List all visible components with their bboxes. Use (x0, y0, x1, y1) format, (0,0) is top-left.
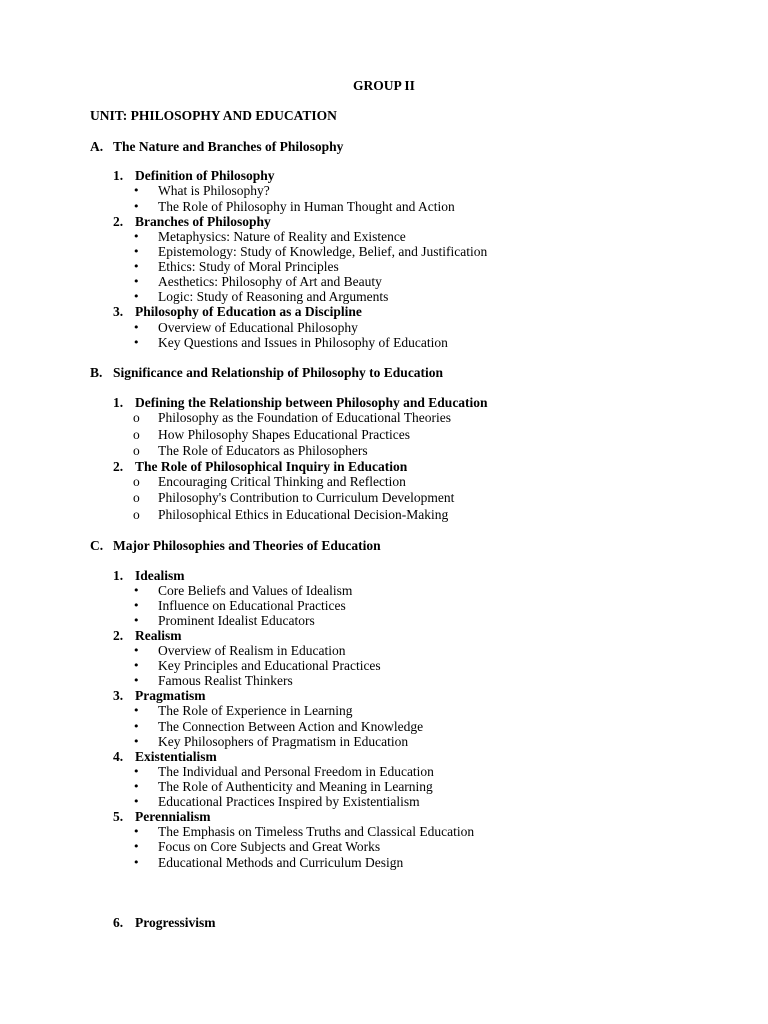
bullet-icon: • (133, 245, 140, 258)
bullet-icon: • (133, 290, 140, 303)
topic-label: Existentialism (135, 749, 217, 764)
bullet-icon: • (133, 200, 140, 213)
list-item: The Role of Educators as Philosophers (158, 443, 368, 458)
section-heading: Major Philosophies and Theories of Education (113, 538, 381, 553)
section-letter: B. (90, 365, 103, 380)
circle-bullet-icon: o (133, 443, 140, 458)
list-item: Overview of Educational Philosophy (158, 320, 358, 335)
list-item: The Emphasis on Timeless Truths and Classical Education (158, 824, 475, 839)
list-item: Famous Realist Thinkers (158, 673, 293, 688)
list-item: Logic: Study of Reasoning and Arguments (158, 289, 389, 304)
topic-number: 2. (113, 459, 124, 474)
topic-label: Realism (135, 628, 182, 643)
bullet-icon: • (133, 780, 140, 793)
list-item: Encouraging Critical Thinking and Reflection (158, 474, 406, 489)
list-item: Prominent Idealist Educators (158, 613, 315, 628)
circle-bullet-icon: o (133, 427, 140, 442)
bullet-icon: • (133, 230, 140, 243)
list-item: The Individual and Personal Freedom in Education (158, 764, 434, 779)
list-item: Overview of Realism in Education (158, 643, 346, 658)
topic-number: 6. (113, 915, 124, 930)
bullet-icon: • (133, 275, 140, 288)
topic-label: Branches of Philosophy (135, 214, 271, 229)
bullet-icon: • (133, 659, 140, 672)
topic-number: 3. (113, 304, 124, 319)
list-item: Philosophy as the Foundation of Educational Theories (158, 410, 451, 425)
list-item: The Role of Philosophy in Human Thought and Action (158, 199, 455, 214)
list-item: The Connection Between Action and Knowledge (158, 719, 424, 734)
bullet-icon: • (133, 825, 140, 838)
unit-heading: UNIT: PHILOSOPHY AND EDUCATION (90, 108, 337, 123)
list-item: Philosophical Ethics in Educational Decision-Making (158, 507, 449, 522)
topic-number: 1. (113, 168, 124, 183)
topic-number: 2. (113, 214, 124, 229)
topic-label: Idealism (135, 568, 185, 583)
list-item: What is Philosophy? (158, 183, 270, 198)
list-item: Focus on Core Subjects and Great Works (158, 839, 381, 854)
topic-label: The Role of Philosophical Inquiry in Education (135, 459, 408, 474)
topic-number: 4. (113, 749, 124, 764)
bullet-icon: • (133, 735, 140, 748)
page-title: GROUP II (353, 78, 415, 93)
bullet-icon: • (133, 336, 140, 349)
bullet-icon: • (133, 674, 140, 687)
section-heading: The Nature and Branches of Philosophy (113, 139, 344, 154)
topic-label: Definition of Philosophy (135, 168, 275, 183)
bullet-icon: • (133, 840, 140, 853)
circle-bullet-icon: o (133, 507, 140, 522)
list-item: Key Philosophers of Pragmatism in Education (158, 734, 409, 749)
bullet-icon: • (133, 856, 140, 869)
section-letter: C. (90, 538, 104, 553)
bullet-icon: • (133, 599, 140, 612)
list-item: Educational Methods and Curriculum Design (158, 855, 404, 870)
topic-number: 1. (113, 395, 124, 410)
list-item: Aesthetics: Philosophy of Art and Beauty (158, 274, 382, 289)
circle-bullet-icon: o (133, 474, 140, 489)
list-item: Educational Practices Inspired by Existentialism (158, 794, 420, 809)
bullet-icon: • (133, 795, 140, 808)
topic-label: Pragmatism (135, 688, 206, 703)
topic-number: 3. (113, 688, 124, 703)
list-item: The Role of Authenticity and Meaning in Learning (158, 779, 433, 794)
section-heading: Significance and Relationship of Philosophy to Education (113, 365, 444, 380)
section-letter: A. (90, 139, 104, 154)
list-item: Core Beliefs and Values of Idealism (158, 583, 353, 598)
list-item: Metaphysics: Nature of Reality and Existence (158, 229, 406, 244)
list-item: The Role of Experience in Learning (158, 703, 353, 718)
bullet-icon: • (133, 704, 140, 717)
bullet-icon: • (133, 720, 140, 733)
bullet-icon: • (133, 584, 140, 597)
bullet-icon: • (133, 260, 140, 273)
topic-label: Progressivism (135, 915, 216, 930)
circle-bullet-icon: o (133, 490, 140, 505)
bullet-icon: • (133, 644, 140, 657)
topic-number: 2. (113, 628, 124, 643)
bullet-icon: • (133, 184, 140, 197)
list-item: Key Questions and Issues in Philosophy of Education (158, 335, 448, 350)
topic-number: 5. (113, 809, 124, 824)
list-item: Epistemology: Study of Knowledge, Belief, and Justification (158, 244, 488, 259)
bullet-icon: • (133, 614, 140, 627)
list-item: Ethics: Study of Moral Principles (158, 259, 339, 274)
list-item: How Philosophy Shapes Educational Practices (158, 427, 410, 442)
bullet-icon: • (133, 321, 140, 334)
topic-number: 1. (113, 568, 124, 583)
list-item: Influence on Educational Practices (158, 598, 346, 613)
list-item: Key Principles and Educational Practices (158, 658, 381, 673)
topic-label: Philosophy of Education as a Discipline (135, 304, 362, 319)
topic-label: Defining the Relationship between Philosophy and Education (135, 395, 488, 410)
list-item: Philosophy's Contribution to Curriculum Development (158, 490, 455, 505)
bullet-icon: • (133, 765, 140, 778)
topic-label: Perennialism (135, 809, 211, 824)
circle-bullet-icon: o (133, 410, 140, 425)
